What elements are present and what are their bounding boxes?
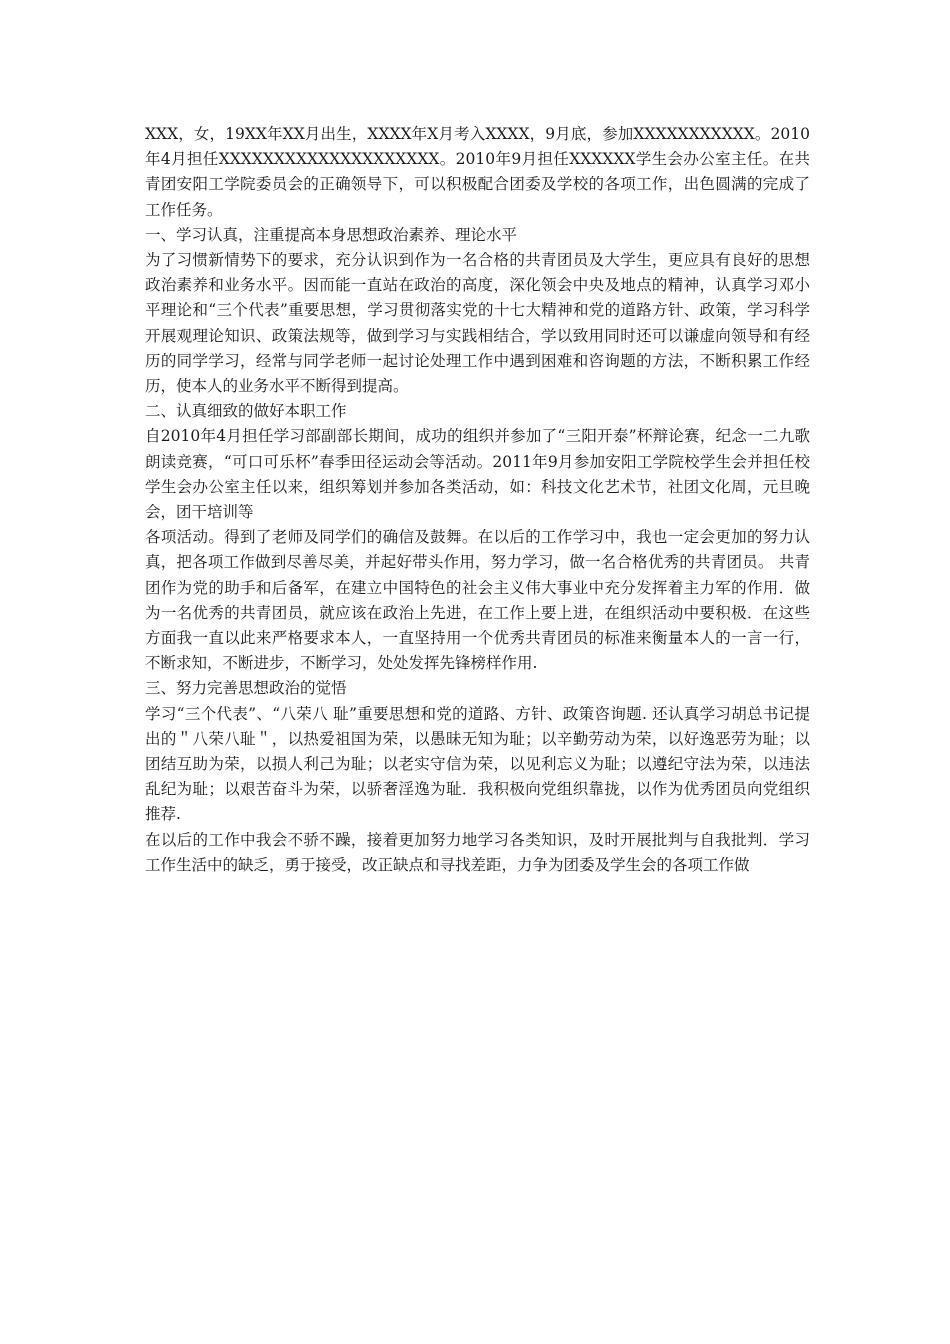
section-heading-1: 一、学习认真，注重提高本身思想政治素养、理论水平 xyxy=(145,225,518,244)
paragraph-awareness: 学习“三个代表”、“八荣八 耻”重要思想和党的道路、方针、政策咨询题. 还认真学习胡总书记提出的＂八荣八耻＂，以热爱祖国为荣，以愚昧无知为耻；以辛勤劳动为荣，以好逸恶劳为耻；以团结互助为荣，以损人利己为耻；以老实守信为荣，以见利忘义为耻；以遵纪守法为荣，以违法乱纪为耻；以艰苦奋斗为荣，以骄奢淫逸为耻．我积极向党组织靠拢，以作为优秀团员向党组织推荐. xyxy=(145,704,810,824)
paragraph-future: 在以后的工作中我会不骄不躁，接着更加努力地学习各类知识，及时开展批判与自我批判．学习工作生活中的缺乏，勇于接受，改正缺点和寻找差距，力争为团委及学生会的各项工作做 xyxy=(145,830,810,874)
document-body xyxy=(145,122,810,878)
section-heading-3: 三、努力完善思想政治的觉悟 xyxy=(145,679,347,698)
paragraph-intro: XXX，女，19XX年XX月出生，XXXX年X月考入XXXX，9月底，参加XXXXXXXXXXX。2010年4月担任XXXXXXXXXXXXXXXXXXXX。2010年9月担任XXXXXX学生会办公室主任。在共青团安阳工学院委员会的正确领导下，可以积极配合团委及学校的各项工作，出色圆满的完成了工作任务。 xyxy=(145,125,810,219)
paragraph-work: 自2010年4月担任学习部副部长期间，成功的组织并参加了“三阳开泰”杯辩论赛，纪念一二九歌朗读竞赛，“可口可乐杯”春季田径运动会等活动。2011年9月参加安阳工学院校学生会并担任校学生会办公室主任以来，组织筹划并参加各类活动，如：科技文化艺术节，社团文化周，元旦晚会，团干培训等 xyxy=(145,427,810,522)
section-heading-2: 二、认真细致的做好本职工作 xyxy=(145,402,347,421)
paragraph-study: 为了习惯新情势下的要求，充分认识到作为一名合格的共青团员及大学生，更应具有良好的思想政治素养和业务水平。因而能一直站在政治的高度，深化领会中央及地点的精神，认真学习邓小平理论和“三个代表”重要思想，学习贯彻落实党的十七大精神和党的道路方针、政策，学习科学开展观理论知识、政策法规等，做到学习与实践相结合，学以致用同时还可以谦虚向领导和有经历的同学学习，经常与同学老师一起讨论处理工作中遇到困难和咨询题的方法，不断积累工作经历，使本人的业务水平不断得到提高。 xyxy=(145,251,810,396)
paragraph-activities: 各项活动。得到了老师及同学们的确信及鼓舞。在以后的工作学习中，我也一定会更加的努力认真，把各项工作做到尽善尽美，并起好带头作用，努力学习，做一名合格优秀的共青团员。 共青团作为党的助手和后备军，在建立中国特色的社会主义伟大事业中充分发挥着主力军的作用．做为一名优秀的共青团员，就应该在政治上先进，在工作上要上进，在组织活动中要积极．在这些方面我一直以此来严格要求本人，一直坚持用一个优秀共青团员的标准来衡量本人的一言一行，不断求知，不断进步，不断学习，处处发挥先锋榜样作用. xyxy=(145,528,810,673)
